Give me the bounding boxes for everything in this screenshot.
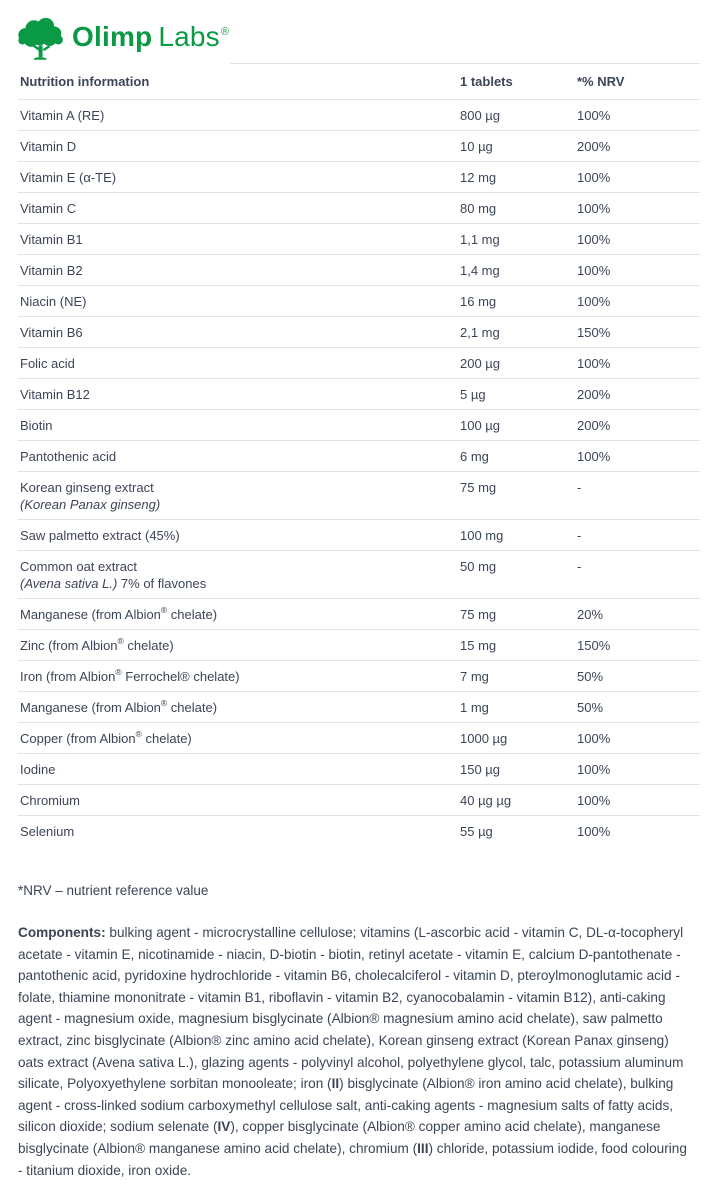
table-row xyxy=(18,441,700,472)
nutrient-amount: 6 mg xyxy=(460,441,577,472)
nutrient-nrv-percent: 150% xyxy=(577,317,700,348)
table-row xyxy=(18,630,700,661)
nutrient-amount: 100 mg xyxy=(460,520,577,551)
nutrient-name: Korean ginseng extract (Korean Panax ginseng) xyxy=(18,472,460,520)
table-row xyxy=(18,754,700,785)
header-serving-amount: 1 tablets xyxy=(460,67,577,100)
nutrient-amount: 1 mg xyxy=(460,692,577,723)
table-row xyxy=(18,317,700,348)
table-row xyxy=(18,131,700,162)
components-paragraph: Components: bulking agent - microcrystalline cellulose; vitamins (L-ascorbic acid - vitamin C, DL-α-tocopheryl acetate - vitamin E, nicotinamide - niacin, D-biotin - biotin, retinyl acetate - vitamin E, calcium D-pantothenate - pantothenic acid, pyridoxine hydrochloride - vitamin B6, cholecalciferol - vitamin D, pteroylmonoglutamic acid - folate, thiamine mononitrate - vitamin B1, riboflavin - vitamin B2, cyanocobalamin - vitamin B12), anti-caking agent - magnesium oxide, magnesium bisglycinate (Albion® magnesium amino acid chelate), saw palmetto extract, zinc bisglycinate (Albion® zinc amino acid chelate), Korean ginseng extract (Korean Panax ginseng) oats extract (Avena sativa L.), glazing agents - polyvinyl alcohol, polyethylene glycol, talc, potassium aluminum silicate, Polyoxyethylene sorbitan monooleate; iron (II) bisglycinate (Albion® iron amino acid chelate), bulking agent - cross-linked sodium carboxymethyl cellulose salt, anti-caking agents - magnesium salts of fatty acids, silicon dioxide; sodium selenate (IV), copper bisglycinate (Albion® copper amino acid chelate), manganese bisglycinate (Albion® manganese amino acid chelate), chromium (III) chloride, potassium iodide, food colouring - titanium dioxide, iron oxide. xyxy=(18,925,687,1178)
table-row xyxy=(18,816,700,847)
table-row xyxy=(18,162,700,193)
nutrient-name: Iodine xyxy=(18,754,460,785)
nutrient-nrv-percent: 100% xyxy=(577,723,700,754)
nutrient-nrv-percent: 50% xyxy=(577,661,700,692)
table-row xyxy=(18,723,700,754)
nutrient-name: Iron (from Albion® Ferrochel® chelate) xyxy=(18,661,460,692)
nutrient-amount: 80 mg xyxy=(460,193,577,224)
nutrient-nrv-percent: 50% xyxy=(577,692,700,723)
nutrient-name: Copper (from Albion® chelate) xyxy=(18,723,460,754)
nutrient-nrv-percent: 100% xyxy=(577,255,700,286)
nutrient-name: Vitamin C xyxy=(18,193,460,224)
nutrient-amount: 40 µg µg xyxy=(460,785,577,816)
nutrient-nrv-percent: 100% xyxy=(577,100,700,131)
nutrient-name: Vitamin E (α-TE) xyxy=(18,162,460,193)
nutrient-amount: 100 µg xyxy=(460,410,577,441)
nutrient-name: Saw palmetto extract (45%) xyxy=(18,520,460,551)
table-top-divider xyxy=(230,63,700,64)
table-row xyxy=(18,255,700,286)
nutrient-nrv-percent: 200% xyxy=(577,410,700,441)
table-row xyxy=(18,379,700,410)
nutrient-nrv-percent: 100% xyxy=(577,224,700,255)
nutrient-name: Pantothenic acid xyxy=(18,441,460,472)
nutrient-nrv-percent: - xyxy=(577,551,700,599)
nutrient-name: Vitamin D xyxy=(18,131,460,162)
nutrition-table xyxy=(18,67,700,846)
table-row xyxy=(18,785,700,816)
registered-trademark-mark: ® xyxy=(220,26,230,38)
nutrient-name: Common oat extract (Avena sativa L.) 7% of flavones xyxy=(18,551,460,599)
nutrient-amount: 12 mg xyxy=(460,162,577,193)
nutrient-name: Chromium xyxy=(18,785,460,816)
table-row xyxy=(18,661,700,692)
nutrient-amount: 5 µg xyxy=(460,379,577,410)
nutrition-header-row xyxy=(18,67,700,100)
header-nutrition-information: Nutrition information xyxy=(18,67,460,100)
nutrient-nrv-percent: 100% xyxy=(577,193,700,224)
nutrient-amount: 1,4 mg xyxy=(460,255,577,286)
nutrient-amount: 7 mg xyxy=(460,661,577,692)
nutrient-amount: 10 µg xyxy=(460,131,577,162)
table-row xyxy=(18,193,700,224)
nutrient-name: Vitamin A (RE) xyxy=(18,100,460,131)
table-row xyxy=(18,520,700,551)
nutrition-table-head xyxy=(18,67,700,100)
nutrient-amount: 200 µg xyxy=(460,348,577,379)
nrv-footnote: *NRV – nutrient reference value xyxy=(18,883,209,898)
nutrient-nrv-percent: 100% xyxy=(577,162,700,193)
nutrient-name: Zinc (from Albion® chelate) xyxy=(18,630,460,661)
nutrient-nrv-percent: 20% xyxy=(577,599,700,630)
table-row xyxy=(18,348,700,379)
nutrient-nrv-percent: - xyxy=(577,472,700,520)
nutrient-nrv-percent: 200% xyxy=(577,379,700,410)
nutrient-name: Manganese (from Albion® chelate) xyxy=(18,692,460,723)
nutrient-nrv-percent: 100% xyxy=(577,816,700,847)
nutrient-amount: 75 mg xyxy=(460,599,577,630)
table-row xyxy=(18,100,700,131)
nutrient-name: Vitamin B2 xyxy=(18,255,460,286)
table-row xyxy=(18,410,700,441)
nutrient-nrv-percent: - xyxy=(577,520,700,551)
nutrient-nrv-percent: 100% xyxy=(577,754,700,785)
header-nrv-percent: *% NRV xyxy=(577,67,700,100)
nutrient-name: Manganese (from Albion® chelate) xyxy=(18,599,460,630)
nutrient-amount: 150 µg xyxy=(460,754,577,785)
nutrient-name: Vitamin B12 xyxy=(18,379,460,410)
nutrient-name: Niacin (NE) xyxy=(18,286,460,317)
nutrient-nrv-percent: 100% xyxy=(577,348,700,379)
nutrient-amount: 50 mg xyxy=(460,551,577,599)
nutrient-amount: 800 µg xyxy=(460,100,577,131)
nutrient-name: Vitamin B1 xyxy=(18,224,460,255)
nutrient-amount: 1,1 mg xyxy=(460,224,577,255)
nutrient-name: Vitamin B6 xyxy=(18,317,460,348)
nutrient-name: Folic acid xyxy=(18,348,460,379)
nutrient-nrv-percent: 200% xyxy=(577,131,700,162)
tree-icon xyxy=(16,14,66,64)
nutrient-name: Biotin xyxy=(18,410,460,441)
brand-olimp-text: Olimp xyxy=(72,21,153,52)
nutrient-amount: 15 mg xyxy=(460,630,577,661)
table-row xyxy=(18,551,700,599)
nutrient-amount: 75 mg xyxy=(460,472,577,520)
nutrient-nrv-percent: 150% xyxy=(577,630,700,661)
nutrient-nrv-percent: 100% xyxy=(577,785,700,816)
nutrient-amount: 2,1 mg xyxy=(460,317,577,348)
table-row xyxy=(18,224,700,255)
nutrient-amount: 1000 µg xyxy=(460,723,577,754)
brand-labs-text: Labs xyxy=(158,21,220,52)
table-row xyxy=(18,599,700,630)
brand-header xyxy=(0,0,715,64)
nutrition-table-body xyxy=(18,100,700,847)
nutrient-amount: 16 mg xyxy=(460,286,577,317)
nutrient-name: Selenium xyxy=(18,816,460,847)
table-row xyxy=(18,286,700,317)
table-row xyxy=(18,472,700,520)
nutrient-nrv-percent: 100% xyxy=(577,286,700,317)
brand-wordmark xyxy=(72,21,228,53)
table-row xyxy=(18,692,700,723)
nutrient-amount: 55 µg xyxy=(460,816,577,847)
nutrient-nrv-percent: 100% xyxy=(577,441,700,472)
